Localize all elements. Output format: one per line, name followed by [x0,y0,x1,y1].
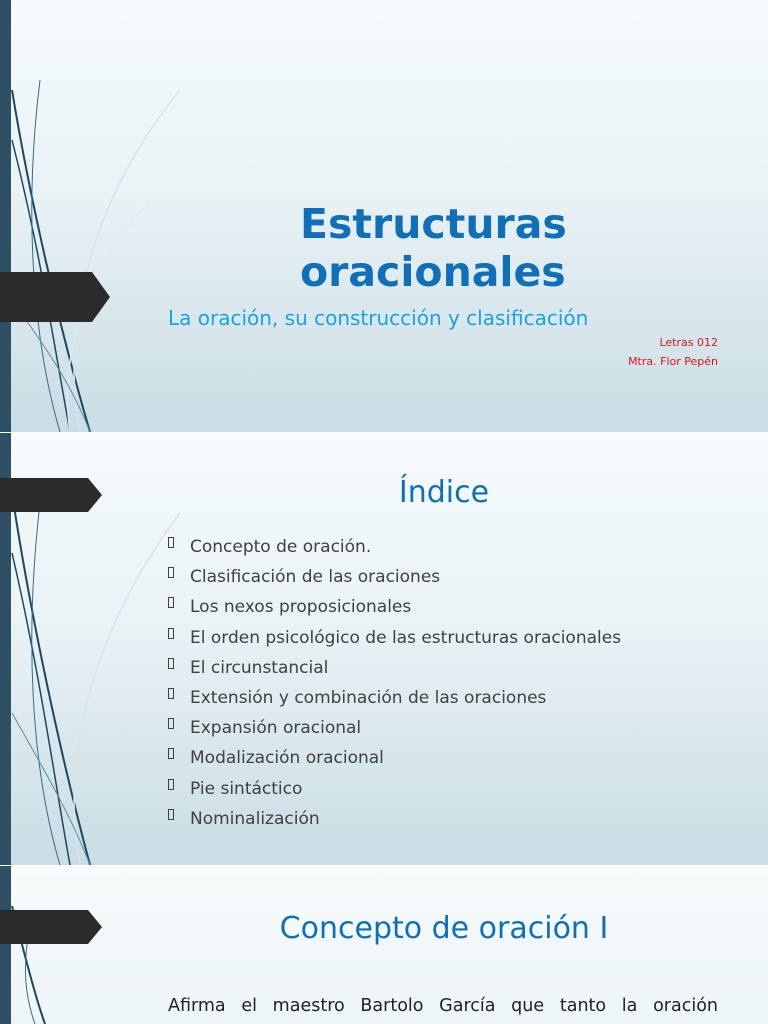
bullet-icon [168,718,174,729]
concept-title: Concepto de oración I [279,911,609,946]
slide-title-heading: Estructuras oracionales [300,200,567,296]
bullet-icon [168,688,174,699]
bullet-icon [168,567,174,578]
list-item: Extensión y combinación de las oraciones [168,684,621,714]
bullet-icon [168,658,174,669]
decorative-curves [0,0,200,432]
list-item: Expansión oracional [168,714,621,744]
list-item: El circunstancial [168,654,621,684]
bullet-icon [168,748,174,759]
list-item: Modalización oracional [168,744,621,774]
slide-tab-marker [0,272,112,322]
course-label: Letras 012 [659,336,718,349]
bullet-icon [168,597,174,608]
list-item: El orden psicológico de las estructuras oracionales [168,624,621,654]
bullet-icon [168,537,174,548]
index-list [168,533,621,835]
slide-subtitle: La oración, su construcción y clasificación [168,306,589,330]
list-item: Los nexos proposicionales [168,593,621,623]
bullet-icon [168,628,174,639]
slide-title [0,0,768,432]
teacher-label: Mtra. Flor Pepén [628,355,718,368]
list-item: Pie sintáctico [168,775,621,805]
bullet-icon [168,809,174,820]
concept-body: Afirma el maestro Bartolo García que tanto la oración [168,996,718,1016]
list-item: Nominalización [168,805,621,835]
list-item: Clasificación de las oraciones [168,563,621,593]
list-item: Concepto de oración. [168,533,621,563]
index-title: Índice [398,475,490,510]
bullet-icon [168,779,174,790]
